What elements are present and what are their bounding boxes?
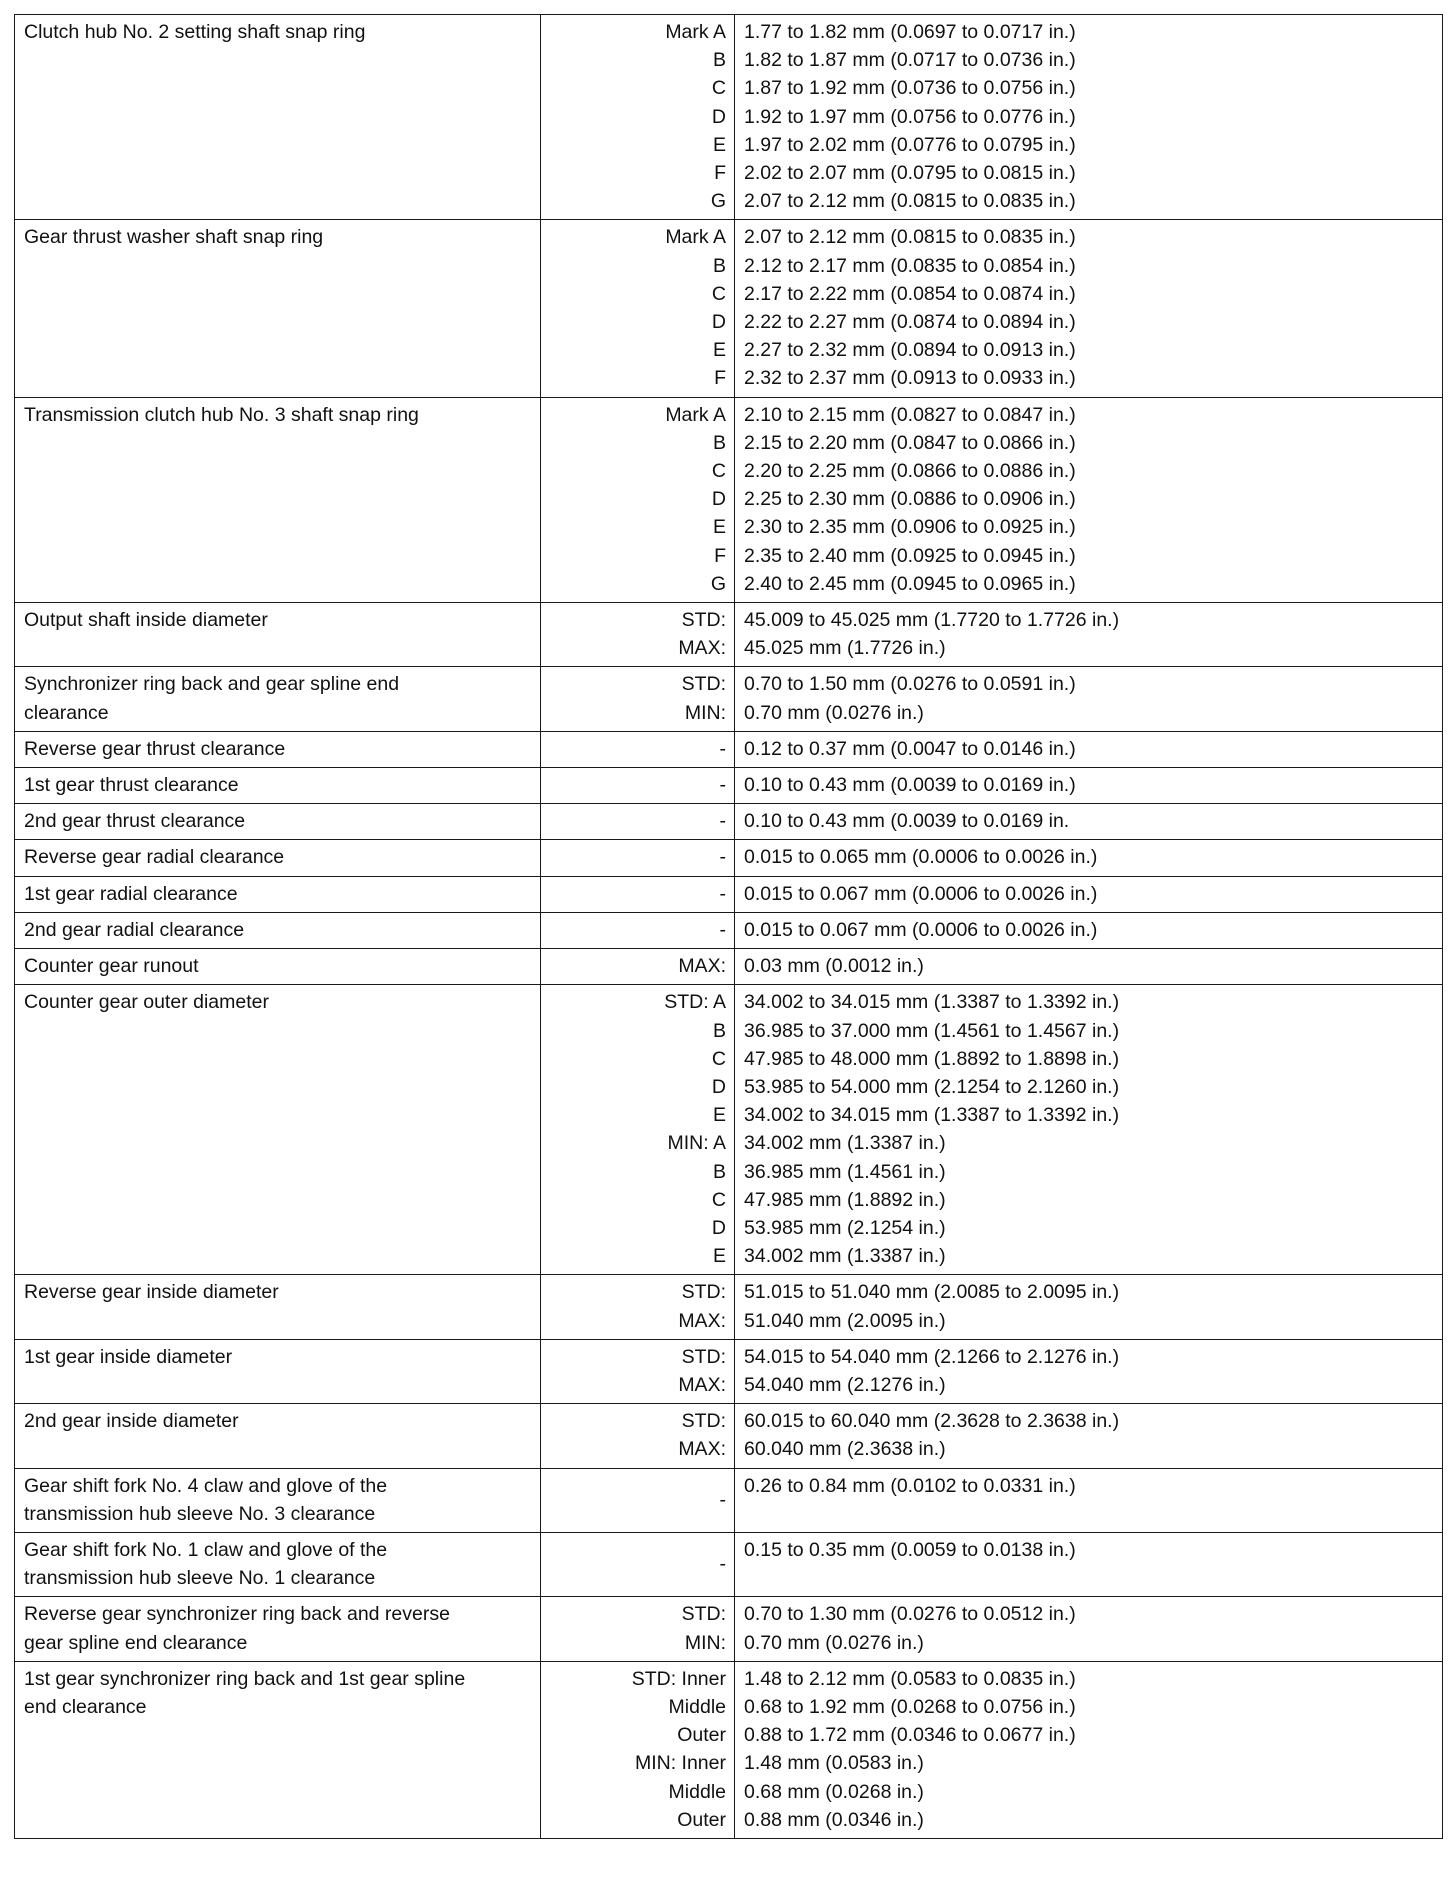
spec-value: 0.70 to 1.30 mm (0.0276 to 0.0512 in.) (744, 1603, 1076, 1626)
spec-label: F (714, 544, 726, 567)
specification-table (14, 14, 1443, 1839)
item-name: Synchronizer ring back and gear spline end (24, 673, 400, 696)
item-cell (15, 804, 541, 840)
spec-label: B (712, 49, 726, 72)
item-name: Gear shift fork No. 4 claw and glove of the (24, 1474, 388, 1497)
spec-value: 53.985 to 54.000 mm (2.1254 to 2.1260 in.) (744, 1075, 1120, 1098)
item-name: clearance (24, 701, 109, 724)
item-cell (15, 912, 541, 948)
item-name: 2nd gear thrust clearance (24, 810, 246, 833)
spec-value-cell (735, 985, 1443, 1275)
spec-label: MIN: (684, 1631, 726, 1654)
item-cell (15, 220, 541, 397)
spec-label: - (719, 737, 726, 760)
spec-label: STD: Inner (631, 1667, 726, 1690)
item-cell (15, 603, 541, 667)
table-row (15, 768, 1443, 804)
spec-label: MIN: (684, 701, 726, 724)
item-name: Counter gear runout (24, 955, 199, 978)
spec-label-cell (541, 397, 735, 602)
item-cell (15, 397, 541, 602)
item-cell (15, 840, 541, 876)
table-row (15, 804, 1443, 840)
spec-label: B (712, 1019, 726, 1042)
item-name: transmission hub sleeve No. 1 clearance (24, 1567, 376, 1590)
spec-label-cell (541, 667, 735, 731)
spec-value: 2.30 to 2.35 mm (0.0906 to 0.0925 in.) (744, 516, 1076, 539)
item-cell (15, 1275, 541, 1339)
item-name: Transmission clutch hub No. 3 shaft snap ring (24, 403, 419, 426)
spec-value-cell (735, 1275, 1443, 1339)
spec-value: 2.25 to 2.30 mm (0.0886 to 0.0906 in.) (744, 488, 1076, 511)
spec-value: 60.015 to 60.040 mm (2.3628 to 2.3638 in.) (744, 1410, 1120, 1433)
spec-value: 0.10 to 0.43 mm (0.0039 to 0.0169 in. (744, 810, 1070, 833)
spec-value: 1.48 to 2.12 mm (0.0583 to 0.0835 in.) (744, 1667, 1076, 1690)
spec-label: G (710, 190, 726, 213)
spec-label-cell (541, 876, 735, 912)
spec-value: 51.015 to 51.040 mm (2.0085 to 2.0095 in.) (744, 1281, 1120, 1304)
table-row (15, 397, 1443, 602)
item-cell (15, 1339, 541, 1403)
spec-label-cell (541, 1339, 735, 1403)
spec-value: 2.22 to 2.27 mm (0.0874 to 0.0894 in.) (744, 311, 1076, 334)
spec-value-cell (735, 603, 1443, 667)
spec-label-cell (541, 15, 735, 220)
item-name: Output shaft inside diameter (24, 609, 268, 632)
spec-value: 1.87 to 1.92 mm (0.0736 to 0.0756 in.) (744, 77, 1076, 100)
spec-value: 0.015 to 0.067 mm (0.0006 to 0.0026 in.) (744, 918, 1098, 941)
spec-label: E (712, 516, 726, 539)
spec-label-cell (541, 1597, 735, 1661)
spec-label: MAX: (678, 955, 726, 978)
spec-value: 2.17 to 2.22 mm (0.0854 to 0.0874 in.) (744, 282, 1076, 305)
spec-label: - (719, 846, 726, 869)
item-name: gear spline end clearance (24, 1631, 248, 1654)
spec-label: D (711, 488, 726, 511)
spec-value: 2.40 to 2.45 mm (0.0945 to 0.0965 in.) (744, 572, 1076, 595)
spec-label: MAX: (678, 1309, 726, 1332)
spec-value-cell (735, 768, 1443, 804)
spec-label-cell (541, 731, 735, 767)
spec-value: 0.03 mm (0.0012 in.) (744, 955, 924, 978)
spec-label: Middle (668, 1695, 726, 1718)
table-row (15, 1468, 1443, 1532)
spec-label-cell (541, 603, 735, 667)
spec-value: 47.985 mm (1.8892 in.) (744, 1188, 946, 1211)
spec-value-cell (735, 1468, 1443, 1532)
item-name: 1st gear thrust clearance (24, 774, 239, 797)
spec-value: 2.32 to 2.37 mm (0.0913 to 0.0933 in.) (744, 367, 1076, 390)
specification-table-body (15, 15, 1443, 1839)
spec-value-cell (735, 804, 1443, 840)
spec-label: STD: (681, 1410, 726, 1433)
spec-value: 45.025 mm (1.7726 in.) (744, 637, 946, 660)
item-cell (15, 1532, 541, 1596)
item-cell (15, 949, 541, 985)
item-name: 2nd gear radial clearance (24, 918, 245, 941)
spec-value: 0.88 mm (0.0346 in.) (744, 1808, 924, 1831)
spec-value: 1.48 mm (0.0583 in.) (744, 1752, 924, 1775)
spec-value: 0.70 to 1.50 mm (0.0276 to 0.0591 in.) (744, 673, 1076, 696)
spec-label-cell (541, 220, 735, 397)
spec-label: - (719, 918, 726, 941)
spec-value: 45.009 to 45.025 mm (1.7720 to 1.7726 in.) (744, 609, 1120, 632)
spec-value: 54.015 to 54.040 mm (2.1266 to 2.1276 in.) (744, 1345, 1120, 1368)
item-name: 1st gear radial clearance (24, 882, 238, 905)
table-row (15, 876, 1443, 912)
spec-value: 0.68 to 1.92 mm (0.0268 to 0.0756 in.) (744, 1695, 1076, 1718)
spec-label: - (719, 1488, 726, 1511)
spec-value-cell (735, 667, 1443, 731)
spec-value: 0.015 to 0.065 mm (0.0006 to 0.0026 in.) (744, 846, 1098, 869)
spec-value: 36.985 to 37.000 mm (1.4561 to 1.4567 in.) (744, 1019, 1120, 1042)
spec-label: STD: A (664, 991, 726, 1014)
spec-label: C (711, 282, 726, 305)
item-cell (15, 876, 541, 912)
spec-label: E (712, 1104, 726, 1127)
spec-value: 2.10 to 2.15 mm (0.0827 to 0.0847 in.) (744, 403, 1076, 426)
spec-label: Mark A (665, 226, 726, 249)
spec-value: 2.35 to 2.40 mm (0.0925 to 0.0945 in.) (744, 544, 1076, 567)
spec-label: Outer (677, 1808, 726, 1831)
item-name: Gear shift fork No. 1 claw and glove of the (24, 1538, 388, 1561)
spec-value: 47.985 to 48.000 mm (1.8892 to 1.8898 in.) (744, 1047, 1120, 1070)
spec-label-cell (541, 1661, 735, 1838)
item-name: Reverse gear synchronizer ring back and reverse (24, 1603, 450, 1626)
spec-label: D (711, 311, 726, 334)
spec-value: 36.985 mm (1.4561 in.) (744, 1160, 946, 1183)
table-row (15, 1532, 1443, 1596)
spec-label: B (712, 431, 726, 454)
spec-value-cell (735, 397, 1443, 602)
item-name: 2nd gear inside diameter (24, 1410, 239, 1433)
spec-label: E (712, 133, 726, 156)
spec-value: 2.02 to 2.07 mm (0.0795 to 0.0815 in.) (744, 162, 1076, 185)
spec-label: MAX: (678, 1438, 726, 1461)
spec-label-cell (541, 1404, 735, 1468)
spec-label: C (711, 1188, 726, 1211)
spec-value: 0.015 to 0.067 mm (0.0006 to 0.0026 in.) (744, 882, 1098, 905)
spec-label: F (714, 367, 726, 390)
table-row (15, 912, 1443, 948)
spec-label: C (711, 1047, 726, 1070)
spec-label-cell (541, 768, 735, 804)
spec-label: D (711, 105, 726, 128)
spec-label: MIN: Inner (634, 1752, 726, 1775)
spec-value: 1.82 to 1.87 mm (0.0717 to 0.0736 in.) (744, 49, 1076, 72)
table-row (15, 1275, 1443, 1339)
spec-value: 2.20 to 2.25 mm (0.0866 to 0.0886 in.) (744, 460, 1076, 483)
spec-label-cell (541, 949, 735, 985)
item-name: transmission hub sleeve No. 3 clearance (24, 1502, 376, 1525)
spec-label: Outer (677, 1724, 726, 1747)
item-cell (15, 15, 541, 220)
spec-label: MIN: A (667, 1132, 726, 1155)
spec-label-cell (541, 804, 735, 840)
spec-label: E (712, 339, 726, 362)
spec-value: 0.26 to 0.84 mm (0.0102 to 0.0331 in.) (744, 1474, 1076, 1497)
spec-label: C (711, 460, 726, 483)
spec-value-cell (735, 1532, 1443, 1596)
spec-value-cell (735, 1661, 1443, 1838)
spec-label-cell (541, 840, 735, 876)
spec-label: D (711, 1075, 726, 1098)
spec-label: STD: (681, 609, 726, 632)
spec-label: Middle (668, 1780, 726, 1803)
spec-value-cell (735, 840, 1443, 876)
table-row (15, 731, 1443, 767)
spec-value: 2.07 to 2.12 mm (0.0815 to 0.0835 in.) (744, 226, 1076, 249)
table-row (15, 840, 1443, 876)
spec-label: B (712, 1160, 726, 1183)
item-name: Reverse gear inside diameter (24, 1281, 279, 1304)
spec-value: 34.002 to 34.015 mm (1.3387 to 1.3392 in.) (744, 991, 1120, 1014)
item-name: 1st gear inside diameter (24, 1345, 233, 1368)
item-name: Reverse gear thrust clearance (24, 737, 286, 760)
spec-label: STD: (681, 1603, 726, 1626)
spec-value: 2.27 to 2.32 mm (0.0894 to 0.0913 in.) (744, 339, 1076, 362)
spec-label: STD: (681, 673, 726, 696)
spec-value: 1.92 to 1.97 mm (0.0756 to 0.0776 in.) (744, 105, 1076, 128)
spec-value: 2.07 to 2.12 mm (0.0815 to 0.0835 in.) (744, 190, 1076, 213)
table-row (15, 985, 1443, 1275)
spec-label: D (711, 1216, 726, 1239)
spec-label-cell (541, 985, 735, 1275)
item-name: Gear thrust washer shaft snap ring (24, 226, 324, 249)
spec-label: STD: (681, 1281, 726, 1304)
spec-value-cell (735, 731, 1443, 767)
spec-label: Mark A (665, 403, 726, 426)
spec-value: 34.002 mm (1.3387 in.) (744, 1245, 946, 1268)
item-cell (15, 1468, 541, 1532)
spec-value: 34.002 to 34.015 mm (1.3387 to 1.3392 in.) (744, 1104, 1120, 1127)
spec-label: G (710, 572, 726, 595)
table-row (15, 949, 1443, 985)
spec-value: 1.97 to 2.02 mm (0.0776 to 0.0795 in.) (744, 133, 1076, 156)
table-row (15, 15, 1443, 220)
spec-value: 0.12 to 0.37 mm (0.0047 to 0.0146 in.) (744, 737, 1076, 760)
spec-label-cell (541, 1532, 735, 1596)
item-cell (15, 667, 541, 731)
table-row (15, 667, 1443, 731)
spec-label: STD: (681, 1345, 726, 1368)
spec-label: MAX: (678, 637, 726, 660)
spec-value: 0.10 to 0.43 mm (0.0039 to 0.0169 in.) (744, 774, 1076, 797)
spec-value: 0.70 mm (0.0276 in.) (744, 701, 924, 724)
spec-value: 54.040 mm (2.1276 in.) (744, 1373, 946, 1396)
spec-value: 51.040 mm (2.0095 in.) (744, 1309, 946, 1332)
spec-value-cell (735, 949, 1443, 985)
spec-value-cell (735, 15, 1443, 220)
spec-value: 60.040 mm (2.3638 in.) (744, 1438, 946, 1461)
item-cell (15, 1661, 541, 1838)
item-cell (15, 731, 541, 767)
spec-label: B (712, 254, 726, 277)
item-name: 1st gear synchronizer ring back and 1st gear spline (24, 1667, 466, 1690)
item-cell (15, 1597, 541, 1661)
spec-label-cell (541, 1468, 735, 1532)
spec-value: 0.70 mm (0.0276 in.) (744, 1631, 924, 1654)
spec-value: 2.12 to 2.17 mm (0.0835 to 0.0854 in.) (744, 254, 1076, 277)
spec-value-cell (735, 1597, 1443, 1661)
item-name: Clutch hub No. 2 setting shaft snap ring (24, 21, 366, 43)
table-row (15, 1661, 1443, 1838)
spec-label: - (719, 774, 726, 797)
spec-label: F (714, 162, 726, 185)
spec-value: 34.002 mm (1.3387 in.) (744, 1132, 946, 1155)
spec-value-cell (735, 1339, 1443, 1403)
spec-value: 2.15 to 2.20 mm (0.0847 to 0.0866 in.) (744, 431, 1076, 454)
table-row (15, 1339, 1443, 1403)
spec-value-cell (735, 876, 1443, 912)
item-cell (15, 1404, 541, 1468)
spec-value: 0.15 to 0.35 mm (0.0059 to 0.0138 in.) (744, 1538, 1076, 1561)
item-name: Reverse gear radial clearance (24, 846, 285, 869)
spec-label-cell (541, 912, 735, 948)
spec-value-cell (735, 1404, 1443, 1468)
spec-value: 1.77 to 1.82 mm (0.0697 to 0.0717 in.) (744, 21, 1076, 43)
spec-label: - (719, 882, 726, 905)
spec-label: MAX: (678, 1373, 726, 1396)
spec-label: Mark A (665, 21, 726, 43)
spec-value: 53.985 mm (2.1254 in.) (744, 1216, 946, 1239)
item-name: Counter gear outer diameter (24, 991, 269, 1014)
table-row (15, 1597, 1443, 1661)
spec-value-cell (735, 912, 1443, 948)
spec-label: - (719, 810, 726, 833)
spec-label: C (711, 77, 726, 100)
spec-label: E (712, 1245, 726, 1268)
item-cell (15, 985, 541, 1275)
table-row (15, 220, 1443, 397)
item-cell (15, 768, 541, 804)
item-name: end clearance (24, 1695, 147, 1718)
spec-value: 0.68 mm (0.0268 in.) (744, 1780, 924, 1803)
spec-label: - (719, 1553, 726, 1576)
spec-value: 0.88 to 1.72 mm (0.0346 to 0.0677 in.) (744, 1724, 1076, 1747)
spec-label-cell (541, 1275, 735, 1339)
table-row (15, 603, 1443, 667)
spec-value-cell (735, 220, 1443, 397)
table-row (15, 1404, 1443, 1468)
